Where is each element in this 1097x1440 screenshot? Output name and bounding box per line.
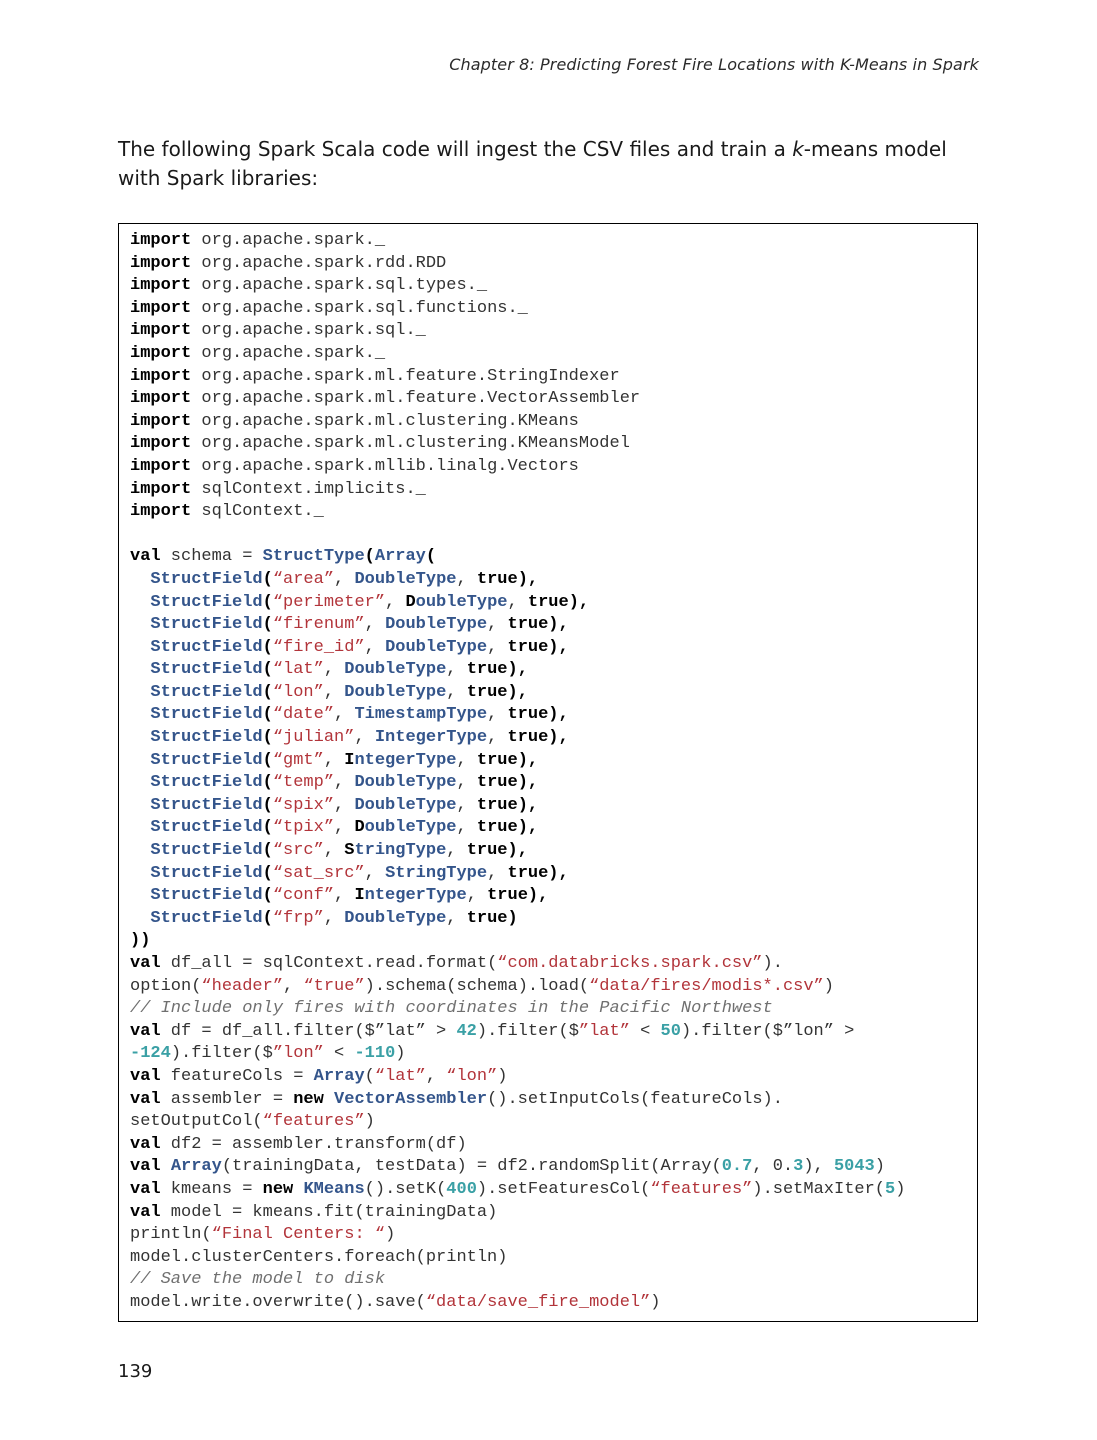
code-token: )	[823, 976, 834, 996]
code-token: 400	[446, 1179, 477, 1199]
intro-text-after: -means model with Spark libraries:	[118, 137, 947, 190]
code-line	[130, 502, 324, 521]
code-token: import	[130, 276, 192, 296]
code-token: )	[895, 1179, 906, 1199]
code-token: true),	[466, 841, 528, 861]
code-token: 3	[793, 1157, 804, 1177]
code-token: ().setInputCols(featureCols).	[487, 1089, 783, 1109]
code-token: ,	[425, 1066, 447, 1086]
code-token	[130, 886, 150, 905]
code-line	[130, 367, 620, 386]
code-token: “lon”	[272, 682, 324, 702]
code-token	[130, 818, 150, 837]
code-token: org.apache.spark.sql._	[191, 321, 426, 341]
code-token	[130, 638, 150, 657]
code-line	[130, 593, 589, 612]
code-line	[130, 638, 569, 657]
code-token: “fire_id”	[272, 637, 365, 657]
code-token: (	[364, 1066, 375, 1086]
code-token: ,	[456, 773, 477, 793]
code-token: ),	[803, 1157, 834, 1177]
code-token: df = df_all.filter($”lat” >	[160, 1021, 457, 1041]
code-token: “perimeter”	[272, 592, 386, 612]
code-token: DoubleType	[344, 660, 447, 680]
code-token: (	[364, 547, 375, 567]
code-token: (	[262, 615, 273, 635]
code-token: )	[395, 1044, 406, 1064]
code-token: ,	[323, 682, 345, 702]
code-token: -124	[130, 1044, 171, 1064]
code-token: true),	[487, 886, 549, 906]
code-token: “firenum”	[272, 615, 365, 635]
code-token: “features”	[262, 1112, 365, 1132]
code-token: “src”	[272, 841, 324, 861]
code-line	[130, 796, 538, 815]
code-token: ,	[323, 908, 345, 928]
code-token: val	[130, 1089, 161, 1109]
code-line	[130, 728, 569, 747]
code-token: )	[650, 1292, 661, 1312]
code-token: DoubleType	[354, 795, 457, 815]
code-token: ”lat”	[578, 1021, 630, 1041]
code-token: println(	[130, 1225, 212, 1245]
code-token: ).setMaxIter(	[752, 1179, 885, 1199]
code-token: Array	[170, 1157, 222, 1177]
code-token: sqlContext._	[191, 502, 324, 522]
code-token: val	[130, 1134, 161, 1154]
code-line	[130, 321, 426, 340]
code-token: org.apache.spark.sql.types._	[191, 276, 488, 296]
code-token: val	[130, 547, 161, 567]
code-token: KMeans	[303, 1179, 365, 1199]
code-line	[130, 886, 548, 905]
code-token: ,	[364, 637, 386, 657]
code-token: ,	[446, 682, 467, 702]
code-token: true),	[507, 863, 569, 883]
code-token: “data/save_fire_model”	[425, 1292, 651, 1312]
code-line	[130, 1067, 508, 1086]
code-token: (	[262, 705, 273, 725]
code-token: import	[130, 343, 192, 363]
code-token: “date”	[272, 705, 335, 725]
code-token: import	[130, 231, 192, 250]
code-token: “data/fires/modis*.csv”	[589, 976, 824, 996]
code-token: true),	[476, 795, 539, 815]
code-listing	[130, 230, 905, 1315]
code-token: import	[130, 502, 192, 522]
code-token: (	[262, 728, 273, 748]
code-token: true),	[527, 592, 590, 612]
code-token: tringType	[354, 841, 447, 861]
code-line	[130, 1180, 905, 1199]
code-token: org.apache.spark.rdd.RDD	[191, 253, 447, 273]
code-token: ,	[487, 615, 508, 635]
code-token	[130, 615, 150, 634]
code-token: StringType	[385, 863, 488, 883]
code-line	[130, 1022, 854, 1041]
code-line	[130, 1270, 385, 1289]
code-token: ,	[446, 660, 467, 680]
intro-emphasis: k	[792, 137, 804, 161]
code-token: “conf”	[272, 886, 335, 906]
code-token: (	[425, 547, 437, 567]
code-token: StructField	[150, 660, 263, 680]
code-token: (	[262, 637, 273, 657]
code-token: VectorAssembler	[334, 1089, 488, 1109]
code-token: (	[262, 886, 273, 906]
code-line	[130, 773, 538, 792]
code-token: DoubleType	[344, 908, 447, 928]
code-token: // Save the model to disk	[130, 1270, 386, 1290]
code-line	[130, 909, 518, 928]
code-token: )	[497, 1066, 508, 1086]
code-line	[130, 660, 528, 679]
code-token: import	[130, 366, 192, 386]
code-token	[324, 1090, 334, 1109]
code-line	[130, 276, 487, 295]
code-token: true),	[507, 705, 569, 725]
code-line	[130, 254, 446, 273]
code-token: oubleType	[415, 592, 508, 612]
code-token: S	[344, 841, 355, 861]
code-token	[130, 660, 150, 679]
code-line	[130, 1044, 405, 1063]
code-token: “lon”	[446, 1066, 498, 1086]
code-token: StructField	[150, 592, 263, 612]
code-token: DoubleType	[354, 773, 457, 793]
code-token: ).filter($	[476, 1021, 579, 1041]
code-token: org.apache.spark.ml.feature.StringIndexer	[191, 366, 620, 386]
code-line	[130, 999, 773, 1018]
code-token: true),	[466, 682, 528, 702]
code-token: true),	[476, 773, 539, 793]
code-token: ,	[323, 660, 345, 680]
code-token: “com.databricks.spark.csv”	[497, 954, 763, 973]
code-token	[130, 705, 150, 724]
code-token: IntegerType	[374, 728, 488, 748]
code-token: true),	[507, 615, 569, 635]
code-line	[130, 1135, 467, 1154]
code-token: DoubleType	[385, 615, 488, 635]
intro-paragraph	[118, 135, 988, 193]
code-token: org.apache.spark._	[191, 343, 386, 363]
code-token: org.apache.spark.ml.clustering.KMeansModel	[191, 434, 630, 454]
code-token: DoubleType	[354, 569, 457, 589]
code-token: ,	[385, 592, 406, 612]
code-token: org.apache.spark.ml.clustering.KMeans	[191, 411, 579, 431]
code-line	[130, 547, 436, 566]
code-token	[130, 728, 150, 747]
code-line	[130, 1248, 507, 1267]
code-token: val	[130, 1066, 161, 1086]
code-token: StructField	[150, 863, 263, 883]
code-token: StructField	[150, 569, 263, 589]
code-token	[130, 683, 150, 702]
code-token: ().setK(	[364, 1179, 447, 1199]
code-line	[130, 299, 528, 318]
code-token	[130, 909, 150, 928]
code-token	[130, 570, 150, 589]
code-token: true),	[507, 728, 569, 748]
code-line	[130, 751, 538, 770]
code-token: ,	[487, 637, 508, 657]
code-line	[130, 615, 569, 634]
code-token: ,	[334, 569, 355, 589]
code-token: StructField	[150, 886, 263, 906]
code-token: ).setFeaturesCol(	[476, 1179, 651, 1199]
code-token	[130, 751, 150, 770]
code-token: import	[130, 253, 192, 273]
code-line	[130, 977, 834, 996]
code-line	[130, 434, 630, 453]
code-token: ,	[354, 728, 375, 748]
code-token: (	[262, 682, 273, 702]
code-token: ,	[283, 976, 304, 996]
code-token: StructField	[150, 818, 263, 838]
code-token: org.apache.spark.ml.feature.VectorAssembler	[191, 389, 641, 409]
code-token: ,	[466, 886, 488, 906]
code-token: )	[874, 1157, 885, 1177]
code-token: ,	[446, 841, 467, 861]
code-token: TimestampType	[354, 705, 488, 725]
code-token: DoubleType	[344, 682, 447, 702]
code-token: import	[130, 411, 192, 431]
code-listing-box	[118, 223, 978, 1322]
code-token: ,	[323, 841, 345, 861]
code-token: “lat”	[374, 1066, 426, 1086]
code-token: org.apache.spark._	[191, 231, 386, 250]
code-line	[130, 570, 538, 589]
code-token: “lat”	[272, 660, 324, 680]
code-token: )	[385, 1225, 396, 1245]
code-token: schema =	[160, 547, 263, 567]
code-token: (	[262, 569, 273, 589]
code-token: ,	[334, 773, 355, 793]
code-token	[130, 796, 150, 815]
code-token: (	[262, 773, 273, 793]
code-token: ,	[456, 818, 477, 838]
code-token: Array	[374, 547, 426, 567]
code-token: true),	[476, 750, 539, 770]
code-token: ,	[456, 750, 477, 770]
code-token: DoubleType	[385, 637, 488, 657]
code-token: “sat_src”	[272, 863, 365, 883]
code-token: (	[262, 750, 273, 770]
code-token: ,	[487, 863, 508, 883]
code-token: sqlContext.implicits._	[191, 479, 426, 499]
code-token	[130, 841, 150, 860]
code-token: new	[293, 1089, 324, 1109]
code-token: I	[354, 886, 365, 906]
code-token: ,	[487, 728, 508, 748]
code-token: “temp”	[272, 773, 335, 793]
code-token: StructField	[150, 705, 263, 725]
code-token: <	[629, 1021, 661, 1041]
code-token: ,	[364, 615, 386, 635]
code-token: StructField	[150, 615, 263, 635]
code-token: setOutputCol(	[130, 1112, 263, 1132]
code-token: df2 = assembler.transform(df)	[160, 1134, 467, 1154]
code-token: org.apache.spark.sql.functions._	[191, 298, 528, 318]
code-token: model.clusterCenters.foreach(println)	[130, 1247, 508, 1267]
code-token: import	[130, 479, 192, 499]
code-token: (	[262, 908, 273, 928]
code-token: (	[262, 863, 273, 883]
code-token: ))	[130, 931, 151, 951]
code-token: StructField	[150, 795, 263, 815]
code-token: import	[130, 321, 192, 341]
code-token: ).schema(schema).load(	[364, 976, 590, 996]
code-token: val	[130, 954, 161, 973]
code-token: StructField	[150, 637, 263, 657]
code-line	[130, 480, 426, 499]
code-token: // Include only fires with coordinates in the Pacific Northwest	[130, 999, 773, 1019]
code-token: 42	[456, 1021, 477, 1041]
code-token: (	[262, 660, 273, 680]
code-token: ,	[507, 592, 528, 612]
code-token: “area”	[272, 569, 335, 589]
code-line	[130, 683, 528, 702]
code-token: “features”	[650, 1179, 753, 1199]
code-token	[130, 593, 150, 612]
code-token: I	[344, 750, 355, 770]
code-token: StructField	[150, 908, 263, 928]
code-line	[130, 1157, 885, 1176]
code-line	[130, 1112, 375, 1131]
code-token: 50	[660, 1021, 681, 1041]
code-token	[161, 1157, 171, 1176]
code-token: D	[354, 818, 365, 838]
code-token: (	[262, 592, 273, 612]
code-token: val	[130, 1179, 161, 1199]
code-token: ,	[334, 705, 355, 725]
code-line	[130, 231, 385, 250]
code-token: StructField	[150, 728, 263, 748]
code-token: ,	[456, 795, 477, 815]
code-line	[130, 931, 150, 950]
page-number: 139	[118, 1361, 153, 1382]
code-token: import	[130, 298, 192, 318]
code-token: “frp”	[272, 908, 324, 928]
code-token: ,	[456, 569, 477, 589]
code-token: import	[130, 456, 192, 476]
code-token: val	[130, 1202, 161, 1222]
code-token: oubleType	[364, 818, 457, 838]
code-token	[130, 864, 150, 883]
code-token: true)	[466, 908, 518, 928]
code-line	[130, 864, 569, 883]
code-token	[293, 1180, 303, 1199]
code-token: , 0.	[752, 1157, 794, 1177]
code-token: StructField	[150, 773, 263, 793]
code-token: true),	[466, 660, 528, 680]
code-token: option(	[130, 976, 202, 996]
code-line	[130, 344, 385, 363]
code-token: ,	[364, 863, 386, 883]
code-token: true),	[476, 569, 539, 589]
code-token: ”lon”	[272, 1044, 324, 1064]
code-token: “Final Centers: “	[211, 1225, 386, 1245]
code-token: ).filter($	[170, 1044, 273, 1064]
code-token: featureCols =	[160, 1066, 314, 1086]
code-token: “tpix”	[272, 818, 335, 838]
code-token: ,	[334, 886, 355, 906]
code-token: ).	[762, 954, 783, 973]
code-token: import	[130, 434, 192, 454]
code-token: ,	[334, 795, 355, 815]
code-line	[130, 389, 640, 408]
code-token: true),	[507, 637, 569, 657]
code-token: org.apache.spark.mllib.linalg.Vectors	[191, 456, 579, 476]
code-token: ,	[446, 908, 467, 928]
code-token: ).filter($”lon” >	[680, 1021, 855, 1041]
code-token: new	[262, 1179, 294, 1199]
code-token: StructField	[150, 750, 263, 770]
code-token: <	[323, 1044, 355, 1064]
code-token: “julian”	[272, 728, 355, 748]
code-token: 0.7	[721, 1157, 753, 1177]
code-token: “gmt”	[272, 750, 324, 770]
code-token: StructField	[150, 682, 263, 702]
code-token: val	[130, 1157, 161, 1177]
code-token: import	[130, 389, 192, 409]
code-token	[130, 773, 150, 792]
code-line	[130, 1090, 783, 1109]
code-token: 5	[885, 1179, 896, 1199]
code-token: D	[405, 592, 416, 612]
code-token: val	[130, 1021, 161, 1041]
intro-text-before: The following Spark Scala code will ingest the CSV files and train a	[118, 137, 793, 161]
code-token: ,	[323, 750, 345, 770]
code-line	[130, 457, 579, 476]
code-token: model.write.overwrite().save(	[130, 1292, 426, 1312]
code-line	[130, 1293, 661, 1312]
code-token: kmeans =	[160, 1179, 263, 1199]
code-token: (	[262, 818, 273, 838]
code-token: 5043	[833, 1157, 875, 1177]
code-token: “header”	[201, 976, 284, 996]
code-token: “spix”	[272, 795, 335, 815]
code-token: ,	[334, 818, 355, 838]
code-token: StructField	[150, 841, 263, 861]
code-line	[130, 841, 528, 860]
code-line	[130, 705, 569, 724]
code-token: Array	[313, 1066, 365, 1086]
code-token: “true”	[303, 976, 365, 996]
code-token: df_all = sqlContext.read.format(	[160, 954, 498, 973]
chapter-header: Chapter 8: Predicting Forest Fire Locations with K-Means in Spark	[449, 55, 979, 74]
code-token: StructType	[262, 547, 365, 567]
code-token: (	[262, 841, 273, 861]
code-line	[130, 954, 783, 973]
code-token: ,	[487, 705, 508, 725]
code-line	[130, 818, 538, 837]
code-token: -110	[354, 1044, 396, 1064]
code-token: model = kmeans.fit(trainingData)	[160, 1202, 498, 1222]
code-token: assembler =	[160, 1089, 294, 1109]
code-token: true),	[476, 818, 539, 838]
code-token: ntegerType	[354, 750, 457, 770]
code-token: (	[262, 795, 273, 815]
code-token: (trainingData, testData) = df2.randomSplit(Array(	[221, 1157, 722, 1177]
code-token: ntegerType	[364, 886, 467, 906]
code-line	[130, 1225, 395, 1244]
code-line	[130, 1203, 497, 1222]
code-line	[130, 412, 579, 431]
code-token: )	[364, 1112, 375, 1132]
